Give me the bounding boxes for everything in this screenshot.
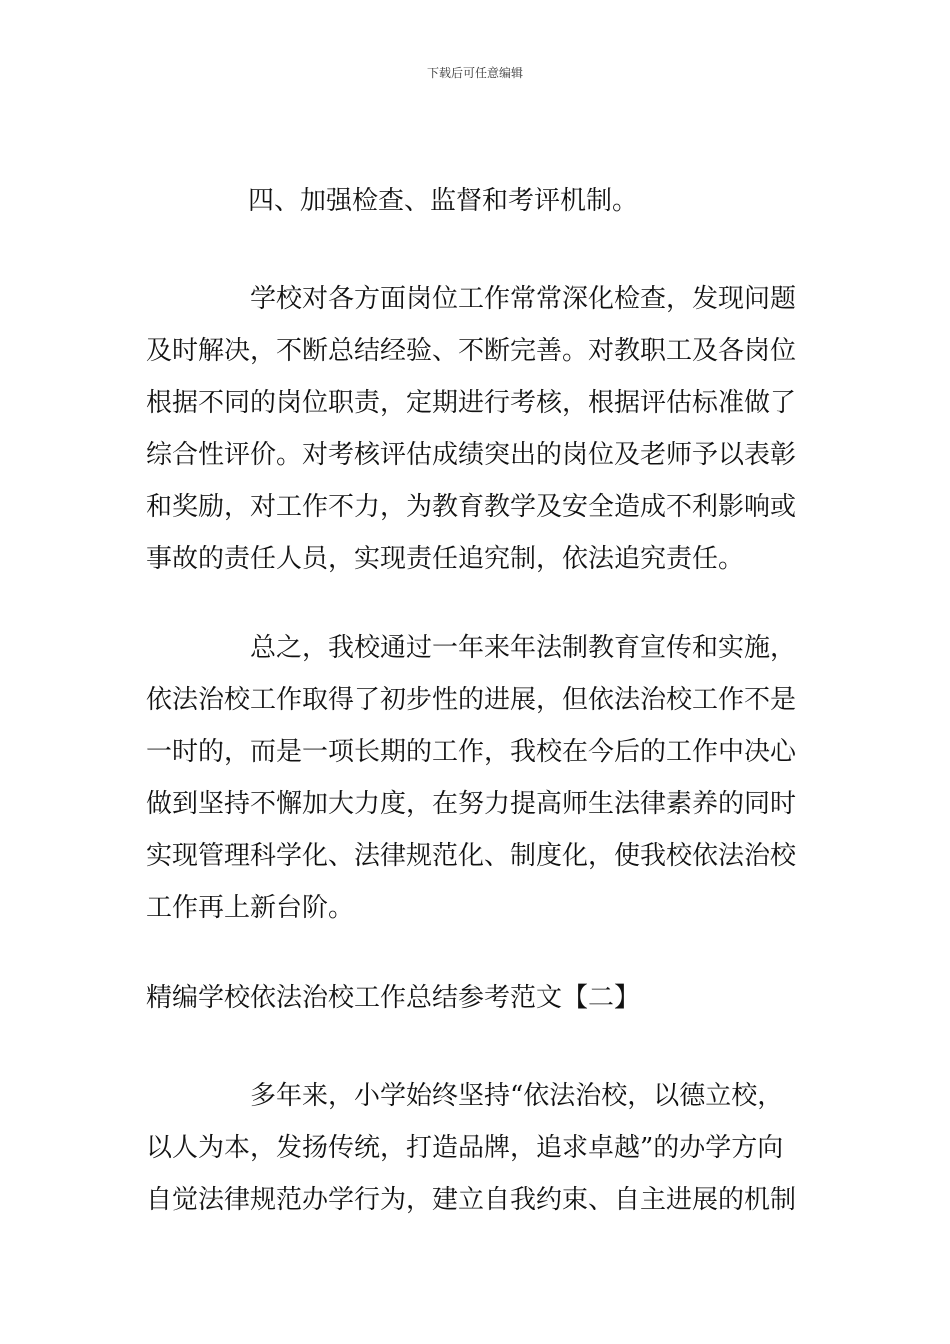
paragraph-line: 实现管理科学化、法律规范化、制度化，使我校依法治校 [146, 841, 797, 871]
paragraph-line: 做到坚持不懈加大力度，在努力提高师生法律素养的同时 [146, 789, 797, 819]
paragraph-line: 及时解决，不断总结经验、不断完善。对教职工及各岗位 [146, 336, 797, 366]
paragraph-line: 事故的责任人员，实现责任追究制，依法追究责任。 [146, 544, 745, 574]
article-2-title: 精编学校依法治校工作总结参考范文【二】 [146, 983, 641, 1013]
paragraph-line: 根据不同的岗位职责，定期进行考核，根据评估标准做了 [146, 388, 797, 418]
paragraph-line: 和奖励，对工作不力，为教育教学及安全造成不利影响或 [146, 492, 797, 522]
paragraph-line: 多年来，小学始终坚持“依法治校，以德立校， [146, 1081, 784, 1111]
paragraph-line: 一时的，而是一项长期的工作，我校在今后的工作中决心 [146, 737, 797, 767]
paragraph-3 [146, 1070, 806, 1226]
paragraph-line: 工作再上新台阶。 [146, 893, 355, 923]
paragraph-line: 总之，我校通过一年来年法制教育宣传和实施， [146, 633, 797, 663]
paragraph-1 [146, 273, 806, 585]
page-header: 下载后可任意编辑 [426, 66, 523, 80]
paragraph-line: 学校对各方面岗位工作常常深化检查，发现问题 [146, 284, 797, 314]
paragraph-2 [146, 622, 806, 934]
paragraph-line: 依法治校工作取得了初步性的进展，但依法治校工作不是 [146, 685, 797, 715]
section-heading: 四、加强检查、监督和考评机制。 [248, 186, 639, 216]
paragraph-line: 以人为本，发扬传统，打造品牌，追求卓越”的办学方向 [146, 1133, 784, 1163]
paragraph-line: 综合性评价。对考核评估成绩突出的岗位及老师予以表彰 [146, 440, 797, 470]
paragraph-line: 自觉法律规范办学行为，建立自我约束、自主进展的机制 [146, 1185, 797, 1215]
